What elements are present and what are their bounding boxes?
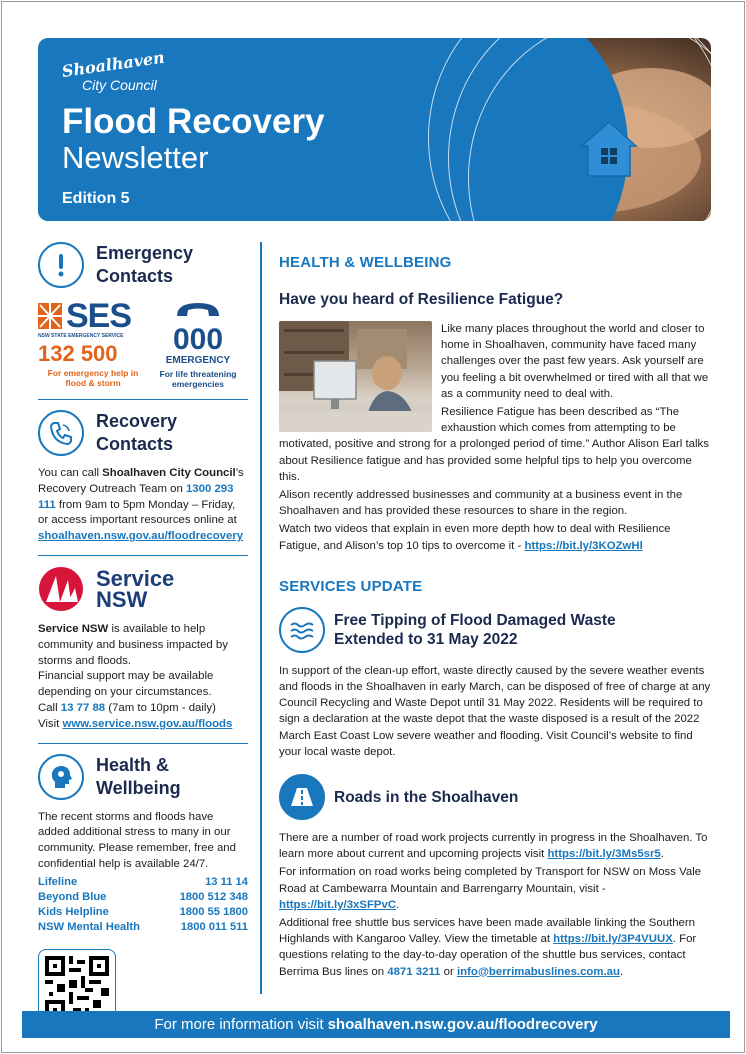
- newsletter-page: [1, 1, 745, 1053]
- column-divider: [260, 242, 262, 994]
- ses-phone[interactable]: 132 500: [38, 341, 118, 366]
- resilience-video-link[interactable]: https://bit.ly/3KOZwHl: [524, 539, 643, 552]
- resilience-article-title: Have you heard of Resilience Fatigue?: [279, 291, 564, 308]
- tipping-header: Free Tipping of Flood Damaged Waste Extended to 31 May 2022: [279, 607, 714, 653]
- helpline-row: NSW Mental Health 1800 011 511: [38, 921, 248, 934]
- roads-header: Roads in the Shoalhaven: [279, 774, 714, 820]
- exclamation-icon: [38, 242, 84, 288]
- tipping-body: In support of the clean-up effort, waste directly caused by the severe weather events and floods in the Shoalhaven in early March, can be disposed of free of charge at any Council Recycling and Waste Depot until 31 May 2022. Residents will be required to sign a declaration at the waste depot that the waste disposed is a result of the 2022 March East Coast Low severe weather and flooding. Visit Council’s website to find your local waste depot.: [279, 664, 711, 758]
- berrima-email-link[interactable]: info@berrimabuslines.com.au: [456, 965, 620, 978]
- health-wellbeing-header: Health & Wellbeing: [38, 754, 248, 800]
- roads-body: There are a number of road work projects currently in progress in the Shoalhaven. To learn more about current and upcoming projects visit https://bit.ly/3Ms5sr5. For information on road works being completed by Transport for NSW on Moss Vale Road at Cambewarra Mountain and Barrengarry Mountain, visit - https://bit.ly/3xSFPvC. Additional free shuttle bus services have been made available linking the Southern Highlands with Kangaroo Valley. View the timetable at https://bit.ly/3P4VUUX. For questions relating to the day-to-day operation of the shuttle bus services, contact Berrima Bus lines on 4871 3211 or info@berrimabuslines.com.au.: [279, 832, 708, 978]
- service-nsw-link[interactable]: www.service.nsw.gov.au/floods: [62, 717, 233, 730]
- shuttle-timetable-link[interactable]: https://bit.ly/3P4VUUX: [553, 933, 673, 946]
- helpline-row: Kids Helpline 1800 55 1800: [38, 906, 248, 919]
- recovery-contacts-header: Recovery Contacts: [38, 410, 248, 456]
- ses-contact: SES NSW STATE EMERGENCY SERVICE 132 500 For emergency help in flood & storm: [38, 300, 148, 389]
- section-divider: [38, 555, 248, 556]
- phone-icon: [38, 410, 84, 456]
- newsletter-subtitle: Newsletter: [62, 140, 209, 175]
- telephone-icon: [173, 300, 223, 320]
- helpline-row: Lifeline 13 11 14: [38, 876, 248, 889]
- section-divider: [38, 399, 248, 400]
- resilience-article-body: Like many places throughout the world and closer to home in Shoalhaven, community have faced many challenges over the past few years. Ask yourself are you feeling a bit overwhelmed or tired with all that we as a community need to deal with. Resilience Fatigue has been described as “The exhaustion which comes from attempting to be motivated, positive and strong for a prolonged period of time.” Author Alison Earl talks about Resilience fatigue and has provided some helpful tips to help you overcome this. Alison recently addressed businesses and community at a business event in the Shoalhaven and has provided these resources to share in the region. Watch two videos that explain in even more depth how to deal with Resilience Fatigue, and Alison’s top 10 tips to overcome it - https://bit.ly/3KOZwHl: [279, 323, 709, 552]
- health-intro: The recent storms and floods have added additional stress to many in our community. Please remember, free and confidential help is available 24/7.: [38, 810, 236, 870]
- edition-label: Edition 5: [62, 190, 130, 207]
- emergency-numbers: [38, 297, 248, 389]
- house-icon: [578, 120, 640, 180]
- ses-emblem-icon: [38, 303, 62, 329]
- woman-at-desk-photo: [279, 321, 432, 432]
- emergency-contacts-header: Emergency Contacts: [38, 242, 248, 288]
- left-sidebar: [38, 242, 248, 1027]
- helpline-table: [38, 875, 248, 935]
- main-content: [279, 254, 714, 982]
- triple-zero-contact: 000 EMERGENCY For life threatening emergencies: [148, 300, 248, 389]
- berrima-phone[interactable]: 4871 3211: [387, 965, 441, 978]
- helpline-row: Beyond Blue 1800 512 348: [38, 891, 248, 904]
- footer-bar: For more information visit shoalhaven.nsw.gov.au/floodrecovery: [22, 1011, 730, 1038]
- water-waves-icon: [279, 607, 325, 653]
- road-projects-link[interactable]: https://bit.ly/3Ms5sr5: [547, 848, 661, 861]
- newsletter-title: Flood Recovery: [62, 102, 325, 141]
- transport-nsw-link[interactable]: https://bit.ly/3xSFPvC: [279, 898, 397, 911]
- service-nsw-text: Service NSW is available to help community and business impacted by storms and floods. Financial support may be available depending on your circumstances. Call 13 77 88 (7am to 10pm - daily) Visit www.service.nsw.gov.au/floods: [38, 622, 233, 730]
- road-icon: [279, 774, 325, 820]
- services-section-heading: SERVICES UPDATE: [279, 577, 423, 595]
- ses-logo: SES: [38, 300, 148, 332]
- triple-zero-number[interactable]: 000: [172, 323, 224, 356]
- recovery-text: You can call Shoalhaven City Council’s Recovery Outreach Team on 1300 293 111 from 9am to 5pm Monday – Friday, or access important resources online at shoalhaven.nsw.gov.au/floodrecovery: [38, 467, 244, 543]
- service-nsw-header: Service NSW: [38, 566, 248, 612]
- council-logo: Shoalhaven City Council: [60, 47, 166, 93]
- service-nsw-logo-icon: [38, 566, 84, 612]
- health-section-heading: HEALTH & WELLBEING: [279, 254, 452, 271]
- section-divider: [38, 743, 248, 744]
- person-at-computer-illustration: [279, 321, 432, 432]
- head-profile-icon: [38, 754, 84, 800]
- footer-link[interactable]: shoalhaven.nsw.gov.au/floodrecovery: [327, 1016, 598, 1033]
- recovery-link[interactable]: shoalhaven.nsw.gov.au/floodrecovery: [38, 530, 244, 543]
- header-banner: [38, 38, 711, 221]
